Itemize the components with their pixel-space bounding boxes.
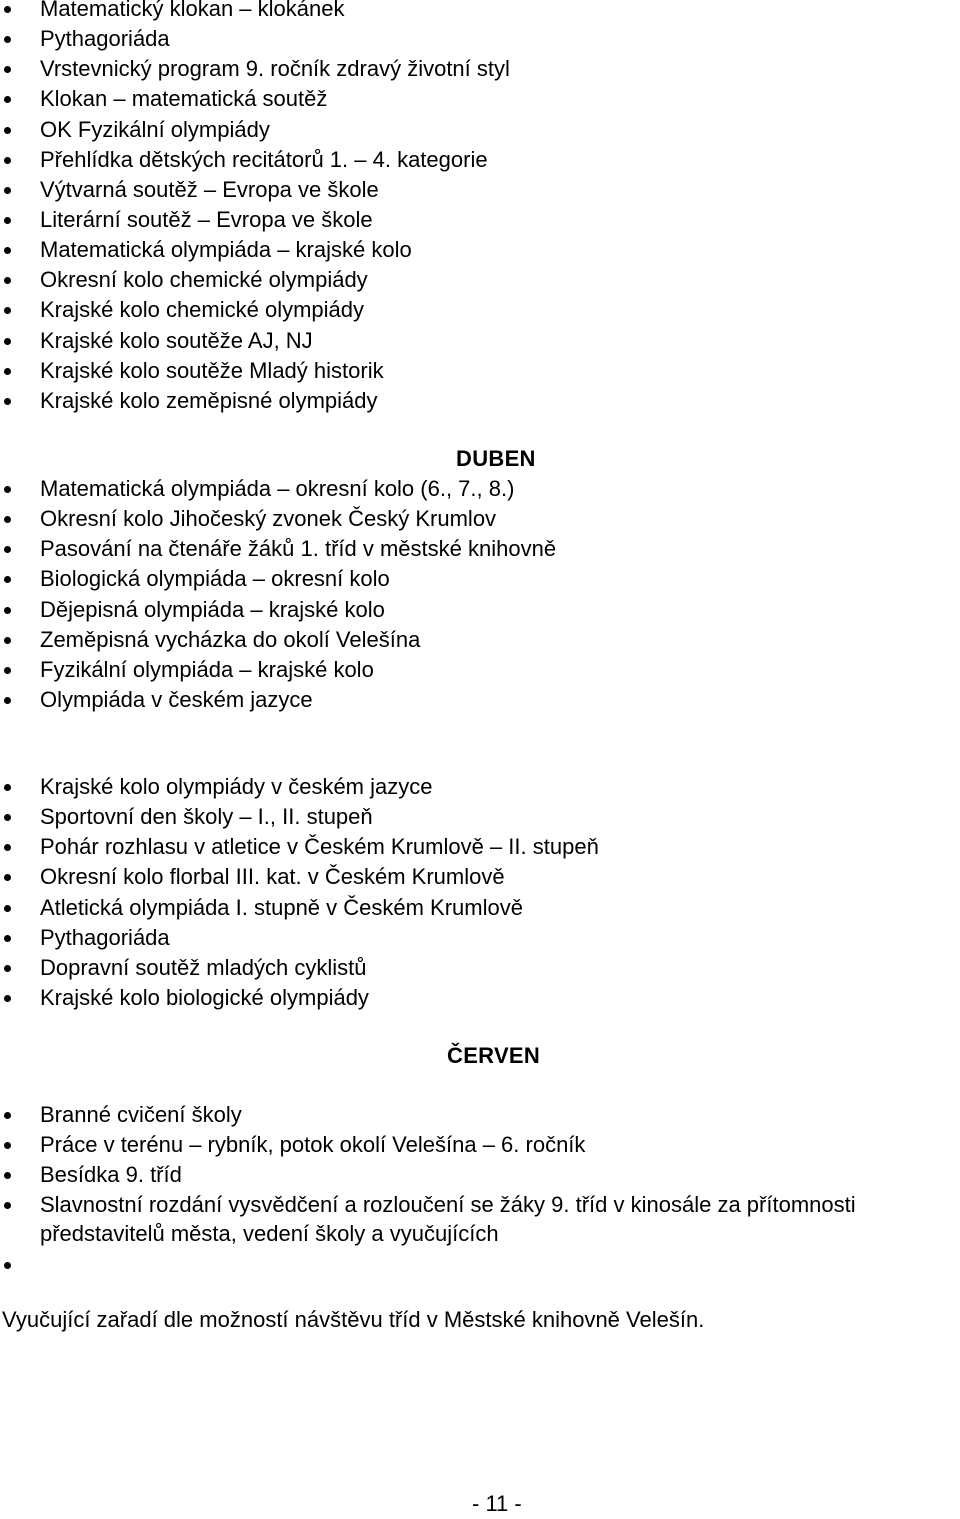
bullet-icon [4, 1262, 11, 1269]
bullet-icon [4, 307, 11, 314]
list-item: Krajské kolo olympiády v českém jazyce [0, 772, 599, 802]
bullet-icon [4, 844, 11, 851]
bullet-icon [4, 784, 11, 791]
bullet-icon [4, 338, 11, 345]
list-item: Biologická olympiáda – okresní kolo [0, 564, 556, 594]
list-item: Okresní kolo Jihočeský zvonek Český Krumlov [0, 504, 556, 534]
bullet-icon [4, 217, 11, 224]
list-item: Pohár rozhlasu v atletice v Českém Krumlově – II. stupeň [0, 832, 599, 862]
list-item: Matematická olympiáda – krajské kolo [0, 235, 510, 265]
list-item: Matematický klokan – klokánek [0, 0, 510, 24]
bullet-icon [4, 187, 11, 194]
list-item: Okresní kolo chemické olympiády [0, 265, 510, 295]
bullet-icon [4, 814, 11, 821]
list-item: OK Fyzikální olympiády [0, 115, 510, 145]
bullet-icon [4, 1202, 11, 1209]
bullet-icon [4, 398, 11, 405]
bullet-icon [4, 576, 11, 583]
bullet-icon [4, 1112, 11, 1119]
bullet-icon [4, 96, 11, 103]
list-item: Pasování na čtenáře žáků 1. tříd v městské knihovně [0, 534, 556, 564]
list-item: Dopravní soutěž mladých cyklistů [0, 953, 599, 983]
list-item: Matematická olympiáda – okresní kolo (6., 7., 8.) [0, 474, 556, 504]
bullet-icon [4, 157, 11, 164]
list-duben-a [0, 474, 556, 715]
bullet-icon [4, 368, 11, 375]
bullet-icon [4, 995, 11, 1002]
page-number: - 11 - [472, 1491, 522, 1516]
footer-note: Vyučující zařadí dle možností návštěvu tříd v Městské knihovně Velešín. [2, 1307, 705, 1332]
bullet-icon [4, 905, 11, 912]
list-item: Besídka 9. tříd [0, 1160, 960, 1190]
bullet-icon [4, 667, 11, 674]
heading-duben: DUBEN [456, 446, 536, 471]
list-item: Slavnostní rozdání vysvědčení a rozloučení se žáky 9. tříd v kinosále za přítomnosti představitelů města, vedení školy a vyučujících [0, 1190, 960, 1248]
list-item: Krajské kolo zeměpisné olympiády [0, 386, 510, 416]
bullet-icon [4, 697, 11, 704]
list-item: Klokan – matematická soutěž [0, 84, 510, 114]
list-cerven [0, 1100, 960, 1281]
list-item: Atletická olympiáda I. stupně v Českém Krumlově [0, 893, 599, 923]
list-item: Olympiáda v českém jazyce [0, 685, 556, 715]
list-item: Krajské kolo chemické olympiády [0, 295, 510, 325]
list-item: Branné cvičení školy [0, 1100, 960, 1130]
list-item: Krajské kolo soutěže AJ, NJ [0, 326, 510, 356]
bullet-icon [4, 516, 11, 523]
heading-cerven: ČERVEN [447, 1043, 541, 1068]
bullet-icon [4, 1142, 11, 1149]
bullet-icon [4, 127, 11, 134]
list-item: Pythagoriáda [0, 923, 599, 953]
list-item: Okresní kolo florbal III. kat. v Českém Krumlově [0, 862, 599, 892]
list-item [0, 1250, 960, 1280]
list-item: Pythagoriáda [0, 24, 510, 54]
list-item: Krajské kolo biologické olympiády [0, 983, 599, 1013]
bullet-icon [4, 36, 11, 43]
bullet-icon [4, 637, 11, 644]
list-top [0, 0, 510, 416]
bullet-icon [4, 247, 11, 254]
list-item: Práce v terénu – rybník, potok okolí Velešína – 6. ročník [0, 1130, 960, 1160]
list-duben-b [0, 772, 599, 1013]
bullet-icon [4, 486, 11, 493]
list-item: Dějepisná olympiáda – krajské kolo [0, 595, 556, 625]
list-item: Fyzikální olympiáda – krajské kolo [0, 655, 556, 685]
list-item: Krajské kolo soutěže Mladý historik [0, 356, 510, 386]
bullet-icon [4, 874, 11, 881]
bullet-icon [4, 66, 11, 73]
list-item: Literární soutěž – Evropa ve škole [0, 205, 510, 235]
bullet-icon [4, 607, 11, 614]
bullet-icon [4, 546, 11, 553]
list-item: Zeměpisná vycházka do okolí Velešína [0, 625, 556, 655]
bullet-icon [4, 935, 11, 942]
list-item: Sportovní den školy – I., II. stupeň [0, 802, 599, 832]
list-item: Vrstevnický program 9. ročník zdravý životní styl [0, 54, 510, 84]
bullet-icon [4, 6, 11, 13]
list-item: Výtvarná soutěž – Evropa ve škole [0, 175, 510, 205]
bullet-icon [4, 965, 11, 972]
bullet-icon [4, 1172, 11, 1179]
list-item: Přehlídka dětských recitátorů 1. – 4. kategorie [0, 145, 510, 175]
bullet-icon [4, 277, 11, 284]
